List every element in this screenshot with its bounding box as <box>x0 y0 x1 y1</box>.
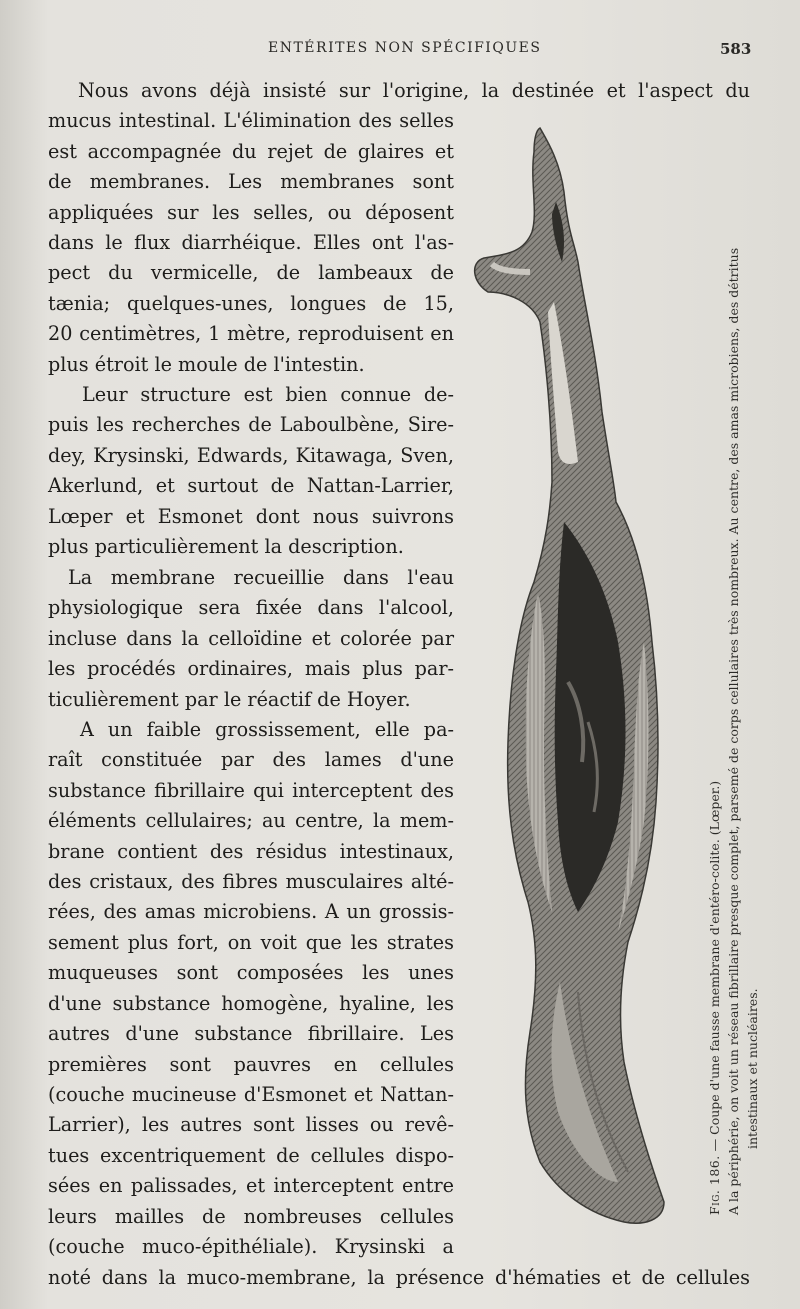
figure-label: Fig. 186. <box>707 1155 722 1215</box>
body-line: pect du vermicelle, de lambeaux de <box>48 261 454 284</box>
body-line: plus particulièrement la description. <box>48 535 404 558</box>
body-line: plus étroit le moule de l'intestin. <box>48 353 365 376</box>
body-line: tues excentriquement de cellules dispo- <box>48 1144 454 1167</box>
body-line: leurs mailles de nombreuses cellules <box>48 1205 454 1228</box>
body-line: tænia; quelques-unes, longues de 15, <box>48 292 454 315</box>
body-line: les procédés ordinaires, mais plus par- <box>48 657 454 680</box>
caption-line-3: intestinaux et nucléaires. <box>745 988 760 1149</box>
body-line: muqueuses sont composées les unes <box>48 961 454 984</box>
caption-line-1 <box>705 25 724 1215</box>
body-line: (couche mucineuse d'Esmonet et Nattan- <box>48 1083 454 1106</box>
body-line: Larrier), les autres sont lisses ou revê- <box>48 1113 454 1136</box>
body-line: est accompagnée du rejet de glaires et <box>48 140 454 163</box>
body-line: Leur structure est bien connue de- <box>82 383 454 406</box>
body-line: des cristaux, des fibres musculaires alté- <box>48 870 454 893</box>
running-title: ENTÉRITES NON SPÉCIFIQUES <box>268 40 542 56</box>
caption-line-2: A la périphérie, on voit un réseau fibrillaire presque complet, parsemé de corps cellulaires très nombreux. Au centre, des amas microbiens, des détritus <box>726 247 741 1215</box>
body-line: (couche muco-épithéliale). Krysinski a <box>48 1235 454 1258</box>
body-line: dans le flux diarrhéique. Elles ont l'as- <box>48 231 454 254</box>
body-line: de membranes. Les membranes sont <box>48 170 454 193</box>
body-line: Akerlund, et surtout de Nattan-Larrier, <box>48 474 454 497</box>
membrane-section-illustration <box>468 122 700 1234</box>
page-number: 583 <box>720 40 752 58</box>
body-line: autres d'une substance fibrillaire. Les <box>48 1022 454 1045</box>
body-line: A un faible grossissement, elle pa- <box>80 718 454 741</box>
body-line: incluse dans la celloïdine et colorée par <box>48 627 454 650</box>
body-line: ticulièrement par le réactif de Hoyer. <box>48 688 411 711</box>
body-line: éléments cellulaires; au centre, la mem- <box>48 809 454 832</box>
body-line: raît constituée par des lames d'une <box>48 748 454 771</box>
caption-title: — Coupe d'une fausse membrane d'entéro-colite. (Lœper.) <box>707 780 722 1156</box>
body-line: premières sont pauvres en cellules <box>48 1053 454 1076</box>
body-line: Lœper et Esmonet dont nous suivrons <box>48 505 454 528</box>
body-line: substance fibrillaire qui interceptent des <box>48 779 454 802</box>
body-line: physiologique sera fixée dans l'alcool, <box>48 596 454 619</box>
body-line: rées, des amas microbiens. A un grossis- <box>48 900 454 923</box>
body-line: d'une substance homogène, hyaline, les <box>48 992 454 1015</box>
body-line: brane contient des résidus intestinaux, <box>48 840 454 863</box>
body-line: noté dans la muco-membrane, la présence d'hématies et de cellules <box>48 1266 750 1289</box>
body-line: dey, Krysinski, Edwards, Kitawaga, Sven, <box>48 444 454 467</box>
body-line: Nous avons déjà insisté sur l'origine, la destinée et l'aspect du <box>78 79 750 102</box>
body-line: appliquées sur les selles, ou déposent <box>48 201 454 224</box>
body-line: 20 centimètres, 1 mètre, reproduisent en <box>48 322 454 345</box>
body-line: mucus intestinal. L'élimination des selles <box>48 109 454 132</box>
body-line: puis les recherches de Laboulbène, Sire- <box>48 413 454 436</box>
body-line: sement plus fort, on voit que les strates <box>48 931 454 954</box>
body-line: La membrane recueillie dans l'eau <box>68 566 454 589</box>
body-line: sées en palissades, et interceptent entre <box>48 1174 454 1197</box>
figure-caption <box>705 25 765 1215</box>
